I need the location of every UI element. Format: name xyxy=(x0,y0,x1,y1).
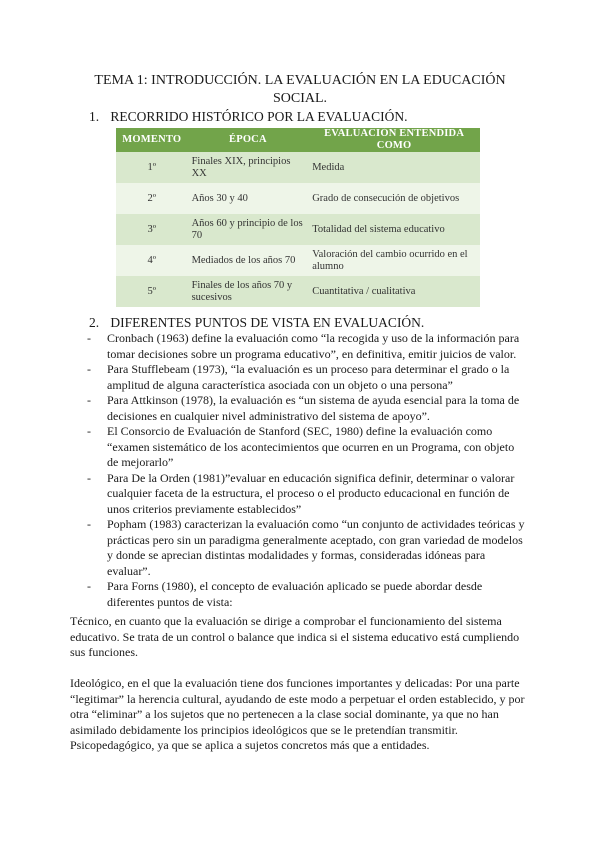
list-item xyxy=(87,362,527,393)
list-item-text: Para Stufflebeam (1973), “la evaluación es un proceso para determinar el grado o la amplitud de alguna característica asociada con un objeto o una persona” xyxy=(107,362,510,392)
list-item-text: Para Forns (1980), el concepto de evaluación aplicado se puede abordar desde diferentes puntos de vista: xyxy=(107,579,483,609)
list-item-text: Para De la Orden (1981)”evaluar en educación significa definir, determinar o valorar cualquier faceta de la estructura, el proceso o el producto educacional en función de unos criterios previamente establecidos” xyxy=(107,470,515,516)
table-cell: 5º xyxy=(116,276,188,307)
section-2-heading xyxy=(89,314,424,331)
list-item xyxy=(87,393,527,424)
dash-bullet: - xyxy=(87,424,91,438)
paragraph-psicopedagogico: Psicopedagógico, ya que se aplica a sujetos concretos más que a entidades. xyxy=(70,738,430,752)
table-cell: Años 60 y principio de los 70 xyxy=(188,214,309,245)
table-cell: Mediados de los años 70 xyxy=(188,245,309,276)
paragraph-ideologico: Ideológico, en el que la evaluación tiene dos funciones importantes y delicadas: Por una parte “legitimar” la herencia cultural, ayudando de este modo a perpetuar el orden establecido, y por otra “eliminar” a los sujetos que no pertenecen a la clase social dominante, ya que no han asimilado debidamente los principios ideológicos que se le pretendían transmitir. xyxy=(70,676,525,737)
table-cell: Finales XIX, principios XX xyxy=(188,152,309,183)
dash-bullet: - xyxy=(87,393,91,407)
table-cell: Grado de consecución de objetivos xyxy=(308,183,480,214)
section-2-number: 2. xyxy=(89,315,100,330)
section-1-number: 1. xyxy=(89,109,100,124)
table-cell: 3º xyxy=(116,214,188,245)
table-row xyxy=(116,276,480,307)
table-row xyxy=(116,152,480,183)
viewpoints-list xyxy=(87,331,527,610)
list-item xyxy=(87,424,527,471)
history-table xyxy=(116,128,480,307)
table-row xyxy=(116,245,480,276)
list-item xyxy=(87,517,527,579)
list-item-text: El Consorcio de Evaluación de Stanford (SEC, 1980) define la evaluación como “examen sistemático de los acontecimientos que ocurren en un Programa, con objeto de mejorarlo” xyxy=(107,424,515,469)
list-item xyxy=(87,471,527,518)
section-1-title: RECORRIDO HISTÓRICO POR LA EVALUACIÓN. xyxy=(110,109,408,124)
list-item-text: Para Attkinson (1978), la evaluación es “un sistema de ayuda esencial para la toma de decisiones en cualquier nivel administrativo del sistema de apoyo”. xyxy=(107,393,520,423)
table-cell: 4º xyxy=(116,245,188,276)
table-cell: Medida xyxy=(308,152,480,183)
table-row xyxy=(116,183,480,214)
table-cell: Años 30 y 40 xyxy=(188,183,309,214)
table-cell: 1º xyxy=(116,152,188,183)
table-row xyxy=(116,214,480,245)
dash-bullet: - xyxy=(87,517,91,531)
header-momento: MOMENTO xyxy=(116,128,188,152)
table-cell: Totalidad del sistema educativo xyxy=(308,214,480,245)
table-cell: 2º xyxy=(116,183,188,214)
table-header-row xyxy=(116,128,480,152)
dash-bullet: - xyxy=(87,362,91,376)
list-item xyxy=(87,331,527,362)
table-cell: Finales de los años 70 y sucesivos xyxy=(188,276,309,307)
paragraph-tecnico: Técnico, en cuanto que la evaluación se dirige a comprobar el funcionamiento del sistema educativo. Se trata de un control o balance que indica si el sistema educativo está cumpliendo sus funciones. xyxy=(70,614,520,659)
dash-bullet: - xyxy=(87,470,91,485)
header-evaluacion: EVALUACIÓN ENTENDIDA COMO xyxy=(308,128,480,152)
list-item-text: Popham (1983) caracterizan la evaluación como “un conjunto de actividades teóricas y prácticas pero sin un paradigma generalmente aceptado, con gran variedad de modelos y donde se aprecian distintas modalidades y formas, consideradas idóneas para evaluar”. xyxy=(107,517,525,578)
table-cell: Valoración del cambio ocurrido en el alumno xyxy=(308,245,480,276)
section-1-heading xyxy=(89,108,408,125)
list-item xyxy=(87,579,527,610)
page-title: TEMA 1: INTRODUCCIÓN. LA EVALUACIÓN EN LA EDUCACIÓN SOCIAL. xyxy=(94,73,506,106)
list-item-text: Cronbach (1963) define la evaluación como “la recogida y uso de la información para tomar decisiones sobre un programa educativo”, en definitiva, emitir juicios de valor. xyxy=(107,331,520,361)
section-2-title: DIFERENTES PUNTOS DE VISTA EN EVALUACIÓN. xyxy=(110,315,425,330)
dash-bullet: - xyxy=(87,331,91,345)
table-cell: Cuantitativa / cualitativa xyxy=(308,276,480,307)
dash-bullet: - xyxy=(87,579,91,593)
header-epoca: ÉPOCA xyxy=(188,128,309,152)
